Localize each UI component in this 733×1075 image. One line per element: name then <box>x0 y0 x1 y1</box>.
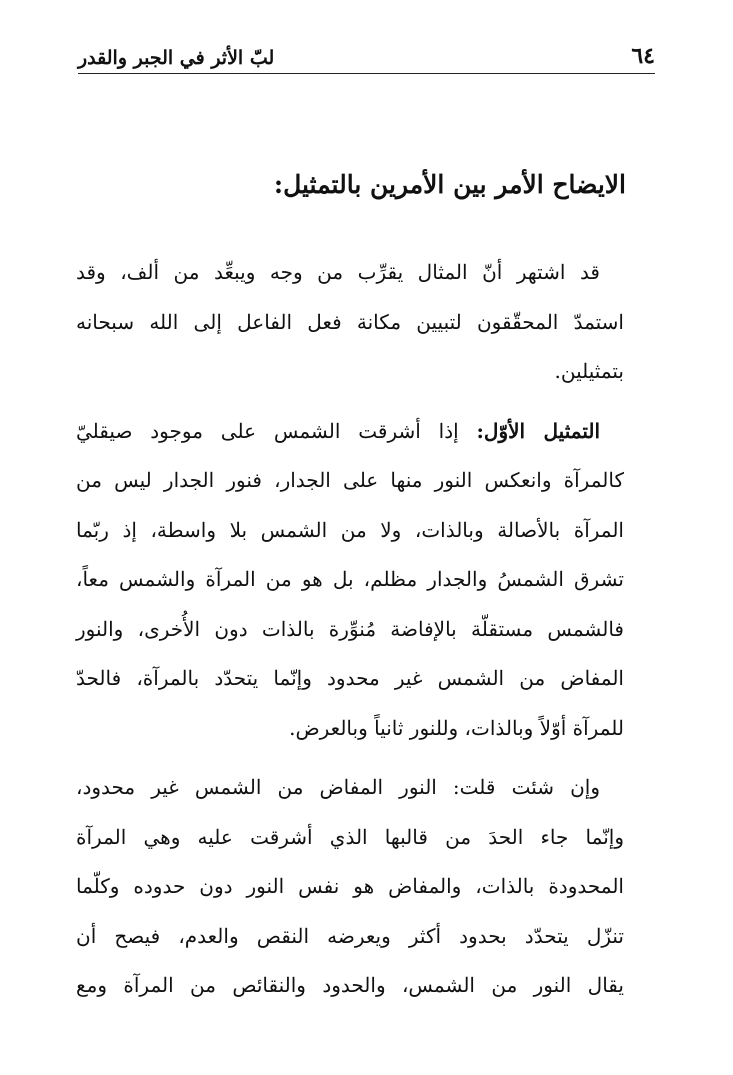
text-line: وإن شئت قلت: النور المفاض من الشمس غير محدود، <box>76 775 600 799</box>
section-heading: الايضاح الأمر بين الأمرين بالتمثيل: <box>273 170 626 199</box>
book-title: لبّ الأثر في الجبر والقدر <box>78 47 275 69</box>
text-fragment: إذا أشرقت الشمس على موجود صيقليّ <box>76 418 477 443</box>
paragraph-1 <box>76 252 624 401</box>
paragraph-3 <box>76 767 624 1015</box>
text-line: بتمثيلين. <box>554 359 624 383</box>
text-line: المفاض من الشمس غير محدود وإنّما يتحدّد بالمرآة، فالحدّ <box>76 666 624 690</box>
page-number: ٦٤ <box>631 43 655 69</box>
text-line: تشرق الشمسُ والجدار مظلم، بل هو من المرآة والشمس معاً، <box>76 567 624 591</box>
text-line <box>76 411 624 461</box>
text-line: المحدودة بالذات، والمفاض هو نفس النور دون حدوده وكلّما <box>76 874 624 898</box>
text-line: يقال النور من الشمس، والحدود والنقائص من المرآة ومع <box>76 973 624 997</box>
text-line: للمرآة أوّلاً وبالذات، وللنور ثانياً وبالعرض. <box>289 715 624 740</box>
running-header <box>78 34 655 74</box>
text-line: قد اشتهر أنّ المثال يقرِّب من وجه ويبعِّد من ألف، وقد <box>76 260 600 284</box>
text-line: المرآة بالأصالة وبالذات، ولا من الشمس بلا واسطة، إذ ربّما <box>76 517 624 542</box>
paragraph-2 <box>76 411 624 758</box>
text-line: استمدّ المحقّقون لتبيين مكانة فعل الفاعل إلى الله سبحانه <box>76 309 624 334</box>
body-text <box>76 252 624 1015</box>
text-line: فالشمس مستقلّة بالإفاضة مُنوِّرة بالذات دون الأُخرى، والنور <box>76 616 624 641</box>
example-label: التمثيل الأوّل: <box>476 418 601 443</box>
text-line: تنزّل يتحدّد بحدود أكثر ويعرضه النقص والعدم، فيصح أن <box>76 923 624 948</box>
text-line: وإنّما جاء الحدَ من قالبها الذي أشرقت عليه وهي المرآة <box>76 824 624 849</box>
text-line: كالمرآة وانعكس النور منها على الجدار، فنور الجدار ليس من <box>76 468 624 492</box>
